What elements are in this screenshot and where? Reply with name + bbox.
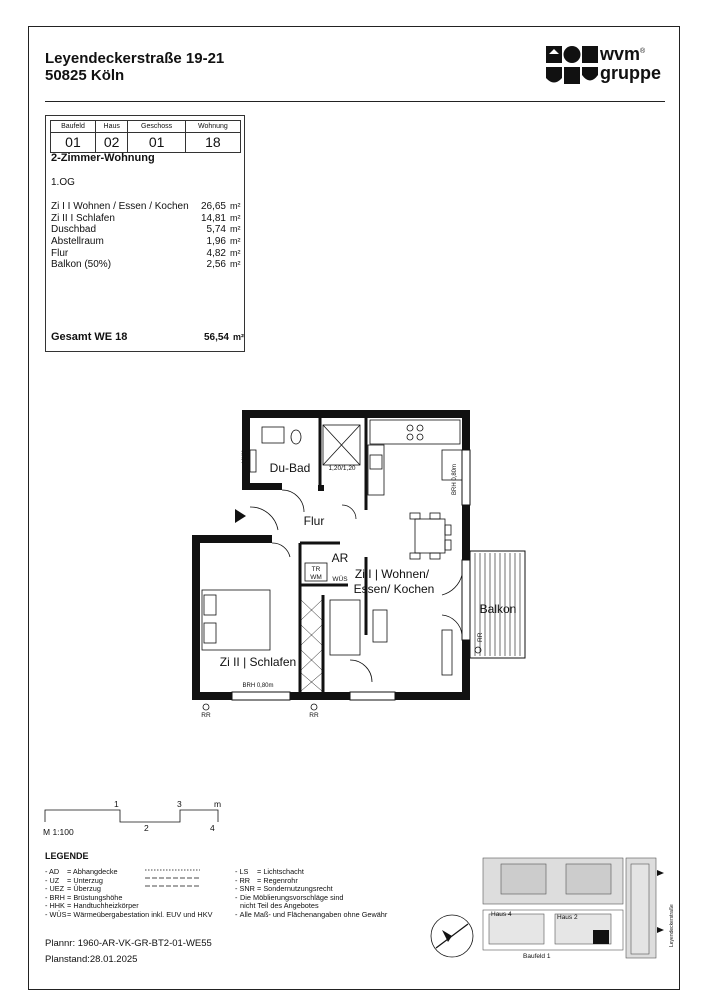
room-row <box>51 259 241 271</box>
field-label-wohnung: Wohnung <box>185 121 240 133</box>
legend-text: = Lichtschacht <box>257 867 304 876</box>
field-value-haus: 02 <box>95 133 128 153</box>
room-area: 1,96 <box>206 236 226 248</box>
room-unit: m² <box>230 212 241 223</box>
header-divider <box>45 101 665 102</box>
room-name: Zi I I Wohnen / Essen / Kochen <box>51 201 189 212</box>
legend-text: nicht Teil des Angebotes <box>240 901 319 911</box>
room-label-balcony: Balkon <box>479 602 517 616</box>
legend-key: - <box>235 909 238 919</box>
hhk-label: HHK <box>242 450 248 463</box>
legend-key: - WÜS <box>45 909 67 919</box>
legend-key: - HHK <box>45 901 65 911</box>
street-name: Leyendeckerstraße 19-21 <box>45 50 225 67</box>
field-value-baufeld: 01 <box>51 133 96 153</box>
legend-key: - BRH <box>45 892 65 902</box>
scale-unit: m <box>214 799 222 809</box>
room-area: 5,74 <box>206 224 226 236</box>
legend-line-styles <box>145 868 205 890</box>
room-label-bedroom: Zi II | Schlafen <box>219 655 297 669</box>
city-name: 50825 Köln <box>45 67 125 84</box>
legend-text: = Wärmeübergabestation inkl. EUV und HKV <box>67 909 213 919</box>
unit-type: 2-Zimmer-Wohnung <box>51 152 155 164</box>
room-area: 4,82 <box>206 247 226 259</box>
wardrobe <box>301 600 322 691</box>
field-label-geschoss: Geschoss <box>128 121 185 133</box>
field-label-baufeld: Baufeld <box>51 121 96 133</box>
room-area-list <box>51 201 241 271</box>
site-label-haus2: Haus 2 <box>557 914 578 921</box>
rr-label-1: RR <box>201 712 211 719</box>
room-name: Zi II I Schlafen <box>51 212 115 224</box>
legend-text: = Unterzug <box>67 875 103 885</box>
plan-date: Planstand:28.01.2025 <box>45 953 138 965</box>
unit-location-marker <box>593 930 609 944</box>
room-row <box>51 201 241 213</box>
legend-text: Die Möblierungsvorschläge sind <box>240 892 344 902</box>
registered-mark: ® <box>640 48 646 55</box>
scale-tick-4: 4 <box>210 823 215 833</box>
unit-info-box <box>45 115 245 352</box>
room-unit: m² <box>230 224 241 235</box>
kitchen <box>368 420 462 495</box>
total-value: 56,54 <box>203 332 229 343</box>
legend-key: - UZ <box>45 875 60 885</box>
logo-line-1: wvm <box>600 44 641 64</box>
room-label-hall: Flur <box>303 514 325 528</box>
room-row <box>51 248 241 260</box>
total-label: Gesamt WE 18 <box>51 331 128 343</box>
scale-tick-2: 2 <box>144 823 149 833</box>
legend-text: Alle Maß- und Flächenangaben ohne Gewähr <box>239 909 388 919</box>
legend-text: = Überzug <box>67 884 101 894</box>
field-value-wohnung: 18 <box>185 133 240 153</box>
room-area: 26,65 <box>200 201 226 212</box>
rr-label-2: RR <box>309 712 319 719</box>
scale-tick-1: 1 <box>114 799 119 809</box>
legend-row <box>45 911 212 920</box>
room-unit: m² <box>230 259 241 270</box>
plan-number: Plannr: 1960-AR-VK-GR-BT2-01-WE55 <box>45 938 212 949</box>
total-area-row <box>51 331 244 343</box>
room-label-living-1: Zi I | Wohnen/ <box>354 567 430 581</box>
legend-text: = Abhangdecke <box>67 867 118 876</box>
room-label-bath: Du-Bad <box>269 461 311 475</box>
total-unit: m² <box>233 332 244 342</box>
site-label-haus4: Haus 4 <box>491 911 512 918</box>
scale-tick-3: 3 <box>177 799 182 809</box>
project-address <box>45 50 224 84</box>
field-label-haus: Haus <box>95 121 128 133</box>
room-name: Flur <box>51 247 69 259</box>
legend-key: - RR <box>235 875 250 885</box>
room-name: Balkon (50%) <box>51 259 112 271</box>
room-area: 14,81 <box>200 212 226 224</box>
unit-id-table <box>50 120 241 153</box>
room-label-storage: AR <box>331 551 349 565</box>
kitchen-sill-height: BRH 0,80m <box>452 463 458 495</box>
room-unit: m² <box>230 236 241 247</box>
room-name: Abstellraum <box>51 236 104 248</box>
legend-text: = Sondernutzungsrecht <box>257 884 333 894</box>
wm-label: WM <box>310 574 322 581</box>
plan-metadata <box>45 936 212 967</box>
room-area: 2,56 <box>206 259 226 271</box>
room-row <box>51 213 241 225</box>
scale-bar <box>40 795 260 840</box>
legend-text: = Handtuchheizkörper <box>67 901 139 911</box>
legend-key: - UEZ <box>45 884 65 894</box>
legend-text: = Regenrohr <box>257 875 298 885</box>
dining-table <box>410 513 451 559</box>
scale-label: M 1:100 <box>43 827 74 837</box>
site-label-baufeld: Baufeld 1 <box>523 953 551 960</box>
room-row <box>51 236 241 248</box>
bed <box>202 590 270 650</box>
legend-key: - <box>235 892 238 902</box>
room-name: Duschbad <box>51 224 97 236</box>
site-plan <box>481 852 681 962</box>
room-unit: m² <box>230 201 241 211</box>
room-row <box>51 224 241 236</box>
legend-text: = Brüstungshöhe <box>67 892 123 902</box>
living-furniture <box>330 600 452 675</box>
room-label-living-2: Essen/ Kochen <box>353 582 435 596</box>
entrance-arrow <box>235 509 246 523</box>
north-arrow-icon <box>428 912 476 960</box>
legend-key: - LS <box>235 867 249 876</box>
legend-title: LEGENDE <box>45 851 89 861</box>
unit-floor: 1.OG <box>51 177 75 188</box>
floor-plan <box>180 395 540 725</box>
logo-line-2: gruppe <box>600 63 661 83</box>
legend-key: - SNR <box>235 884 255 894</box>
legend-key: - AD <box>45 867 60 876</box>
wvm-logo-wordmark <box>600 42 661 83</box>
legend-row <box>235 911 387 920</box>
rr-label-3: RR <box>477 632 484 642</box>
shower-size: 1,20/1,20 <box>328 465 356 472</box>
window-sill-height: BRH 0,80m <box>242 683 274 689</box>
room-unit: m² <box>230 247 241 258</box>
wus-label: WÜS <box>332 576 348 583</box>
legend-notes <box>235 868 387 920</box>
field-value-geschoss: 01 <box>128 133 185 153</box>
site-label-street: Leyendeckerstraße <box>669 904 675 947</box>
tr-label: TR <box>311 566 321 573</box>
